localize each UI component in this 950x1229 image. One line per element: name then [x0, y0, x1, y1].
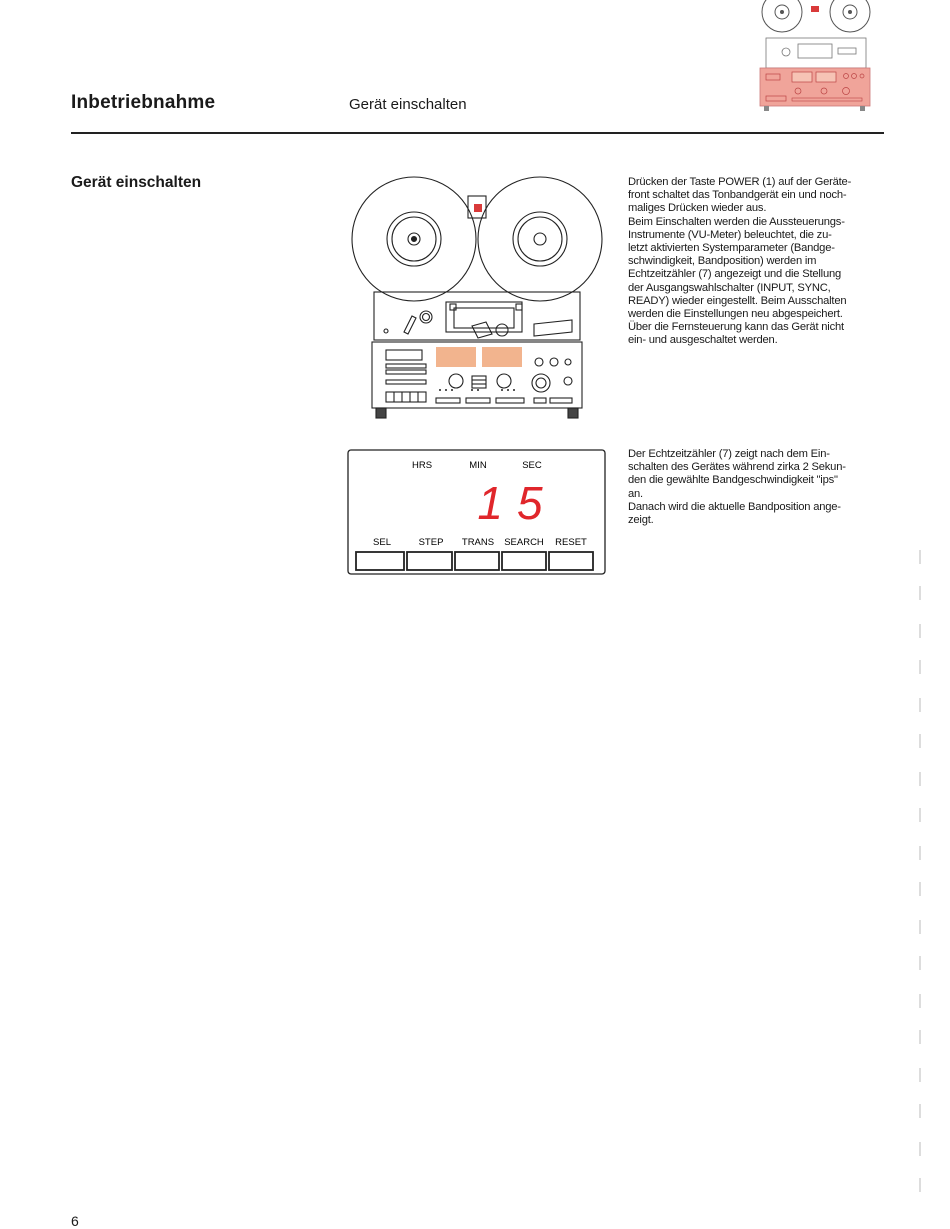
- step-label: STEP: [418, 537, 444, 548]
- text-line: READY) wieder eingestellt. Beim Ausschalten: [628, 294, 847, 307]
- text-line: Danach wird die aktuelle Bandposition ange-: [628, 500, 841, 513]
- text-line: Der Echtzeitzähler (7) zeigt nach dem Ein-: [628, 448, 830, 460]
- min-label: MIN: [469, 460, 487, 471]
- text-line: an.: [628, 487, 643, 500]
- sel-label: SEL: [373, 537, 391, 548]
- device-thumbnail: [758, 0, 872, 112]
- text-line: werden die Einstellungen neu abgespeichert.: [628, 308, 843, 321]
- tape-recorder-illustration: [346, 174, 608, 422]
- text-line: ein- und ausgeschaltet werden.: [628, 334, 778, 347]
- text-line: maliges Drücken wieder aus.: [628, 202, 767, 215]
- header-rule: [71, 132, 884, 134]
- text-line: schalten des Gerätes während zirka 2 Sekun-: [628, 461, 846, 474]
- step-button: [407, 552, 452, 570]
- chapter-subtitle: Gerät einschalten: [349, 96, 467, 113]
- binding-margin-marks: [912, 540, 942, 1200]
- sec-label: SEC: [522, 460, 542, 471]
- section-title: Gerät einschalten: [71, 174, 202, 191]
- text-line: der Ausgangswahlschalter (INPUT, SYNC,: [628, 281, 831, 294]
- search-button: [502, 552, 546, 570]
- trans-label: TRANS: [461, 537, 495, 548]
- text-line: letzt aktivierten Systemparameter (Bandge-: [628, 242, 835, 255]
- text-line: Echtzeitzähler (7) angezeigt und die Stellung: [628, 268, 842, 281]
- power-description: [628, 176, 885, 348]
- page-number: 6: [71, 1213, 79, 1229]
- text-line: den die gewählte Bandgeschwindigkeit "ips": [628, 474, 838, 487]
- text-line: Über die Fernsteuerung kann das Gerät nicht: [628, 321, 844, 334]
- text-line: Drücken der Taste POWER (1) auf der Geräte-: [628, 176, 852, 188]
- text-line: zeigt.: [628, 514, 654, 527]
- counter-display-illustration: [347, 449, 607, 577]
- counter-description: [628, 448, 885, 527]
- chapter-title: Inbetriebnahme: [71, 92, 216, 113]
- reset-button: [549, 552, 593, 570]
- text-line: Beim Einschalten werden die Aussteuerungs-: [628, 215, 845, 228]
- hrs-label: HRS: [411, 460, 433, 471]
- text-line: schwindigkeit, Bandposition) werden im: [628, 255, 817, 268]
- reset-label: RESET: [555, 537, 587, 548]
- counter-digits: 15: [477, 477, 557, 529]
- trans-button: [455, 552, 499, 570]
- text-line: Instrumente (VU-Meter) beleuchtet, die zu-: [628, 228, 832, 241]
- vu-meter-right: [482, 347, 522, 367]
- sel-button: [356, 552, 404, 570]
- search-label: SEARCH: [504, 537, 544, 548]
- text-line: front schaltet das Tonbandgerät ein und noch-: [628, 189, 847, 202]
- power-indicator: [474, 204, 482, 212]
- vu-meter-left: [436, 347, 476, 367]
